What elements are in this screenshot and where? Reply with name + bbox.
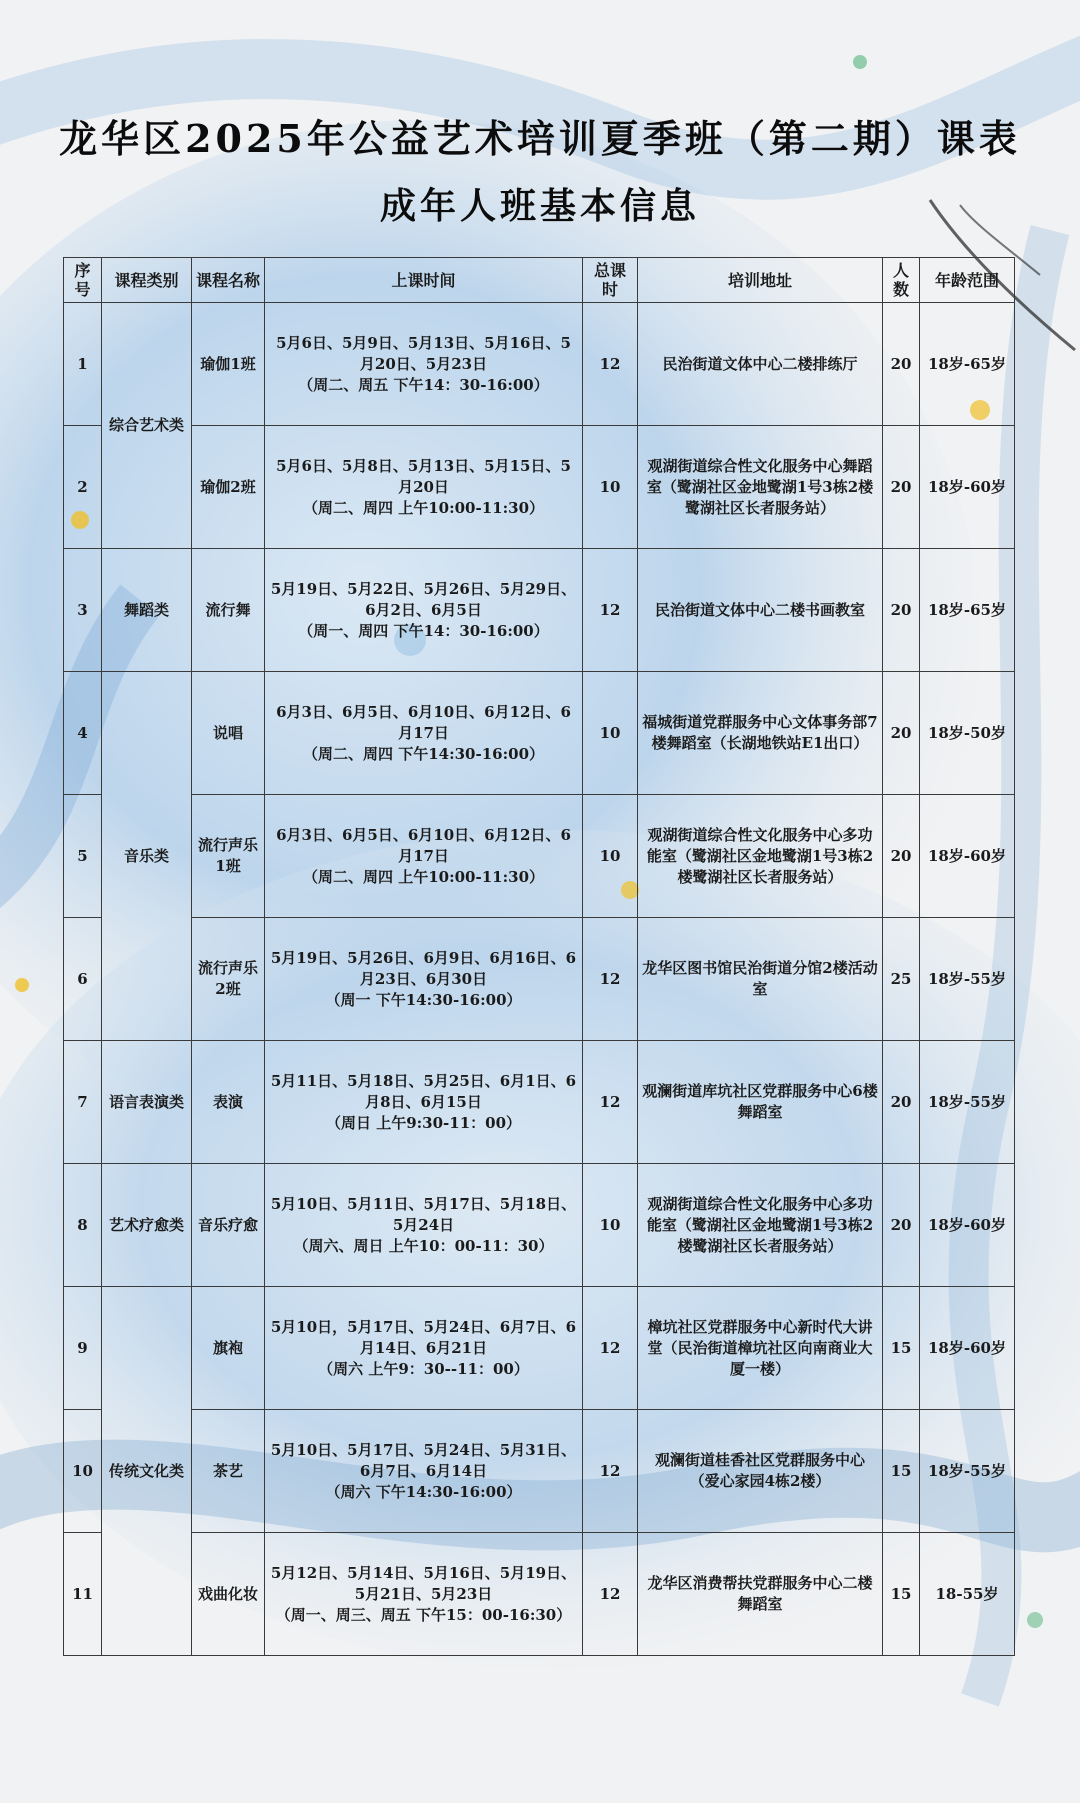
row-no: 5 (64, 795, 102, 918)
row-no: 6 (64, 918, 102, 1041)
class-time (265, 1533, 583, 1656)
course-name: 流行声乐1班 (192, 795, 265, 918)
age-range: 18岁-55岁 (920, 1041, 1015, 1164)
capacity: 25 (883, 918, 920, 1041)
class-time (265, 303, 583, 426)
header-sessions: 总课时 (583, 258, 638, 303)
class-dates: 5月10日，5月17日、5月24日、6月7日、6月14日、6月21日 (270, 1317, 577, 1357)
page-subtitle: 成年人班基本信息 (379, 185, 700, 227)
total-sessions: 12 (583, 549, 638, 672)
age-range: 18岁-60岁 (920, 1164, 1015, 1287)
capacity: 15 (883, 1287, 920, 1410)
capacity: 15 (883, 1410, 920, 1533)
training-address: 观湖街道综合性文化服务中心多功能室（鹭湖社区金地鹭湖1号3栋2楼鹭湖社区长者服务站） (638, 795, 883, 918)
table-row (64, 1410, 1015, 1533)
class-period: （周一、周三、周五 下午15：00-16:30） (275, 1605, 572, 1624)
course-name: 旗袍 (192, 1287, 265, 1410)
table-header-row (64, 258, 1015, 303)
page-title: 龙华区2025年公益艺术培训夏季班（第二期）课表 (59, 116, 1021, 161)
class-period: （周日 上午9:30-11：00） (325, 1113, 522, 1132)
total-sessions: 12 (583, 303, 638, 426)
table-row (64, 1533, 1015, 1656)
header-category: 课程类别 (102, 258, 192, 303)
row-no: 8 (64, 1164, 102, 1287)
capacity: 20 (883, 303, 920, 426)
class-time (265, 672, 583, 795)
class-dates: 5月11日、5月18日、5月25日、6月1日、6月8日、6月15日 (270, 1071, 577, 1111)
class-period: （周六、周日 上午10：00-11：30） (293, 1236, 554, 1255)
class-time (265, 918, 583, 1041)
class-dates: 5月10日、5月17日、5月24日、5月31日、6月7日、6月14日 (270, 1440, 577, 1480)
capacity: 20 (883, 549, 920, 672)
course-name: 流行声乐2班 (192, 918, 265, 1041)
course-name: 瑜伽2班 (192, 426, 265, 549)
total-sessions: 10 (583, 672, 638, 795)
table-row (64, 426, 1015, 549)
header-age: 年龄范围 (920, 258, 1015, 303)
table-row (64, 1041, 1015, 1164)
table-row (64, 303, 1015, 426)
age-range: 18岁-60岁 (920, 1287, 1015, 1410)
class-period: （周二、周四 下午14:30-16:00） (302, 744, 545, 763)
training-address: 民治街道文体中心二楼书画教室 (638, 549, 883, 672)
class-dates: 6月3日、6月5日、6月10日、6月12日、6月17日 (276, 825, 571, 865)
training-address: 龙华区图书馆民治街道分馆2楼活动室 (638, 918, 883, 1041)
table-row (64, 1164, 1015, 1287)
training-address: 观湖街道综合性文化服务中心多功能室（鹭湖社区金地鹭湖1号3栋2楼鹭湖社区长者服务站） (638, 1164, 883, 1287)
age-range: 18岁-55岁 (920, 918, 1015, 1041)
course-name: 戏曲化妆 (192, 1533, 265, 1656)
total-sessions: 12 (583, 1410, 638, 1533)
class-time (265, 426, 583, 549)
table-row (64, 795, 1015, 918)
class-dates: 5月6日、5月8日、5月13日、5月15日、5月20日 (276, 456, 571, 496)
training-address: 樟坑社区党群服务中心新时代大讲堂（民治街道樟坑社区向南商业大厦一楼） (638, 1287, 883, 1410)
class-period: （周六 上午9：30--11：00） (318, 1359, 529, 1378)
class-period: （周二、周五 下午14：30-16:00） (298, 375, 549, 394)
row-no: 11 (64, 1533, 102, 1656)
table-row (64, 549, 1015, 672)
class-period: （周一、周四 下午14：30-16:00） (298, 621, 549, 640)
total-sessions: 10 (583, 1164, 638, 1287)
total-sessions: 12 (583, 1287, 638, 1410)
class-dates: 6月3日、6月5日、6月10日、6月12日、6月17日 (276, 702, 571, 742)
class-time (265, 1164, 583, 1287)
capacity: 20 (883, 1164, 920, 1287)
age-range: 18-55岁 (920, 1533, 1015, 1656)
table-row (64, 672, 1015, 795)
course-name: 瑜伽1班 (192, 303, 265, 426)
class-time (265, 1410, 583, 1533)
header-capacity: 人数 (883, 258, 920, 303)
class-period: （周六 下午14:30-16:00） (325, 1482, 522, 1501)
total-sessions: 12 (583, 1041, 638, 1164)
capacity: 20 (883, 1041, 920, 1164)
row-no: 3 (64, 549, 102, 672)
age-range: 18岁-65岁 (920, 549, 1015, 672)
age-range: 18岁-60岁 (920, 795, 1015, 918)
capacity: 15 (883, 1533, 920, 1656)
capacity: 20 (883, 795, 920, 918)
class-dates: 5月10日、5月11日、5月17日、5月18日、5月24日 (270, 1194, 577, 1234)
table-row (64, 1287, 1015, 1410)
category-cell: 传统文化类 (102, 1287, 192, 1656)
header-course: 课程名称 (192, 258, 265, 303)
class-time (265, 1287, 583, 1410)
category-cell: 综合艺术类 (102, 303, 192, 549)
class-dates: 5月19日、5月26日、6月9日、6月16日、6月23日、6月30日 (270, 948, 577, 988)
header-address: 培训地址 (638, 258, 883, 303)
training-address: 民治街道文体中心二楼排练厅 (638, 303, 883, 426)
row-no: 4 (64, 672, 102, 795)
class-dates: 5月19日、5月22日、5月26日、5月29日、6月2日、6月5日 (270, 579, 577, 619)
category-cell: 艺术疗愈类 (102, 1164, 192, 1287)
training-address: 观湖街道综合性文化服务中心舞蹈室（鹭湖社区金地鹭湖1号3栋2楼鹭湖社区长者服务站） (638, 426, 883, 549)
training-address: 观澜街道桂香社区党群服务中心（爱心家园4栋2楼） (638, 1410, 883, 1533)
class-dates: 5月6日、5月9日、5月13日、5月16日、5月20日、5月23日 (276, 333, 571, 373)
row-no: 1 (64, 303, 102, 426)
training-address: 龙华区消费帮扶党群服务中心二楼舞蹈室 (638, 1533, 883, 1656)
total-sessions: 10 (583, 426, 638, 549)
total-sessions: 12 (583, 918, 638, 1041)
class-period: （周一 下午14:30-16:00） (325, 990, 522, 1009)
course-name: 流行舞 (192, 549, 265, 672)
course-schedule-table (63, 257, 1015, 1656)
age-range: 18岁-60岁 (920, 426, 1015, 549)
header-time: 上课时间 (265, 258, 583, 303)
total-sessions: 12 (583, 1533, 638, 1656)
row-no: 10 (64, 1410, 102, 1533)
training-address: 观澜街道库坑社区党群服务中心6楼舞蹈室 (638, 1041, 883, 1164)
total-sessions: 10 (583, 795, 638, 918)
row-no: 2 (64, 426, 102, 549)
class-period: （周二、周四 上午10:00-11:30） (302, 498, 545, 517)
category-cell: 音乐类 (102, 672, 192, 1041)
age-range: 18岁-55岁 (920, 1410, 1015, 1533)
category-cell: 舞蹈类 (102, 549, 192, 672)
course-name: 茶艺 (192, 1410, 265, 1533)
capacity: 20 (883, 672, 920, 795)
header-no: 序号 (64, 258, 102, 303)
class-time (265, 1041, 583, 1164)
row-no: 9 (64, 1287, 102, 1410)
age-range: 18岁-65岁 (920, 303, 1015, 426)
class-time (265, 549, 583, 672)
age-range: 18岁-50岁 (920, 672, 1015, 795)
course-name: 说唱 (192, 672, 265, 795)
capacity: 20 (883, 426, 920, 549)
training-address: 福城街道党群服务中心文体事务部7楼舞蹈室（长湖地铁站E1出口） (638, 672, 883, 795)
course-name: 表演 (192, 1041, 265, 1164)
category-cell: 语言表演类 (102, 1041, 192, 1164)
class-period: （周二、周四 上午10:00-11:30） (302, 867, 545, 886)
class-dates: 5月12日、5月14日、5月16日、5月19日、5月21日、5月23日 (270, 1563, 577, 1603)
row-no: 7 (64, 1041, 102, 1164)
course-name: 音乐疗愈 (192, 1164, 265, 1287)
table-row (64, 918, 1015, 1041)
class-time (265, 795, 583, 918)
